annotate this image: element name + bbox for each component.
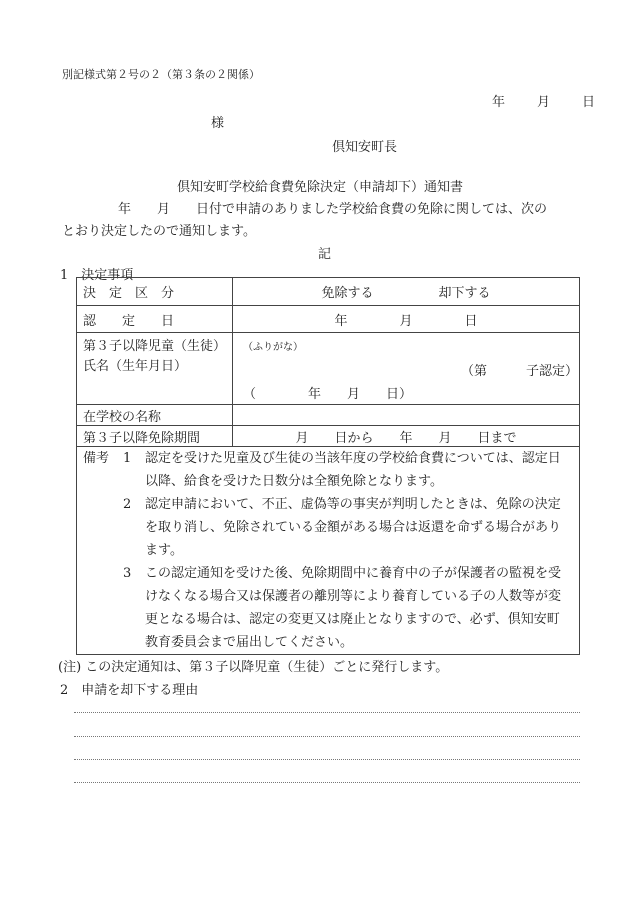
sender-name: 倶知安町長	[332, 140, 398, 155]
child-label-line-1: 第３子以降児童（生徒）	[83, 338, 227, 354]
form-label: 別記様式第２号の２（第３条の２関係）	[62, 68, 260, 81]
child-value	[233, 333, 580, 405]
period-row	[77, 426, 580, 447]
issue-date-month: 月	[537, 95, 551, 110]
remarks	[77, 447, 580, 655]
birthdate: （ 年 月 日）	[243, 387, 413, 402]
remarks-row	[77, 447, 580, 655]
cert-date-label: 認 定 日	[77, 306, 233, 333]
reason-line[interactable]	[74, 736, 580, 737]
intro-line-2: とおり決定したので通知します。	[62, 224, 256, 239]
reason-line[interactable]	[74, 782, 580, 783]
remark-number: 2	[123, 497, 132, 512]
remark-number: 3	[123, 566, 132, 581]
footnote: (注) この決定通知は、第３子以降児童（生徒）ごとに発行します。	[58, 660, 449, 675]
remark-3	[83, 562, 573, 654]
ki-marker: 記	[318, 247, 332, 262]
cert-date-row	[77, 306, 580, 333]
issue-date-year: 年	[492, 95, 506, 110]
remarks-label: 備考	[83, 451, 110, 466]
document-title: 倶知安町学校給食費免除決定（申請却下）通知書	[177, 180, 464, 195]
child-rank: （第 子認定）	[461, 364, 579, 379]
school-row	[77, 405, 580, 426]
furigana-label: （ふりがな）	[243, 342, 303, 353]
remark-text: この認定通知を受けた後、免除期間中に養育中の子が保護者の監視を受けなくなる場合又は保護者の離別等により養育している子の人数等が変更となる場合は、認定の変更又は廃止となりますので、必ず、倶知安町教育委員会まで届出してください。	[145, 566, 562, 650]
issue-date-day: 日	[582, 95, 596, 110]
section-1-heading: 1 決定事項	[60, 268, 134, 283]
issue-date	[492, 91, 595, 110]
remark-2	[83, 493, 573, 562]
decision-label: 決 定 区 分	[77, 278, 233, 306]
intro-line-1: 年 月 日付で申請のありました学校給食費の免除に関しては、次の	[118, 202, 548, 217]
school-value	[233, 405, 580, 426]
child-row	[77, 333, 580, 405]
section-2-heading: 2 申請を却下する理由	[60, 683, 199, 698]
cert-date-value: 年 月 日	[233, 306, 580, 333]
decision-row	[77, 278, 580, 306]
decision-table	[76, 277, 580, 655]
period-value: 月 日から 年 月 日まで	[233, 426, 580, 447]
period-label: 第３子以降免除期間	[77, 426, 233, 447]
school-label: 在学校の名称	[77, 405, 233, 426]
remark-text: 認定を受けた児童及び生徒の当該年度の学校給食費については、認定日以降、給食を受けた日数分は全額免除となります。	[145, 451, 561, 489]
child-label-line-2: 氏名（生年月日）	[83, 358, 188, 374]
decision-value: 免除する 却下する	[233, 278, 580, 306]
reason-line[interactable]	[74, 759, 580, 760]
remark-number: 1	[123, 451, 132, 466]
reason-line[interactable]	[74, 712, 580, 713]
remark-1	[83, 447, 573, 493]
remark-text: 認定申請において、不正、虚偽等の事実が判明したときは、免除の決定を取り消し、免除されている金額がある場合は返還を命ずる場合があります。	[145, 497, 562, 558]
recipient-suffix: 様	[211, 116, 225, 131]
child-label	[77, 333, 233, 405]
